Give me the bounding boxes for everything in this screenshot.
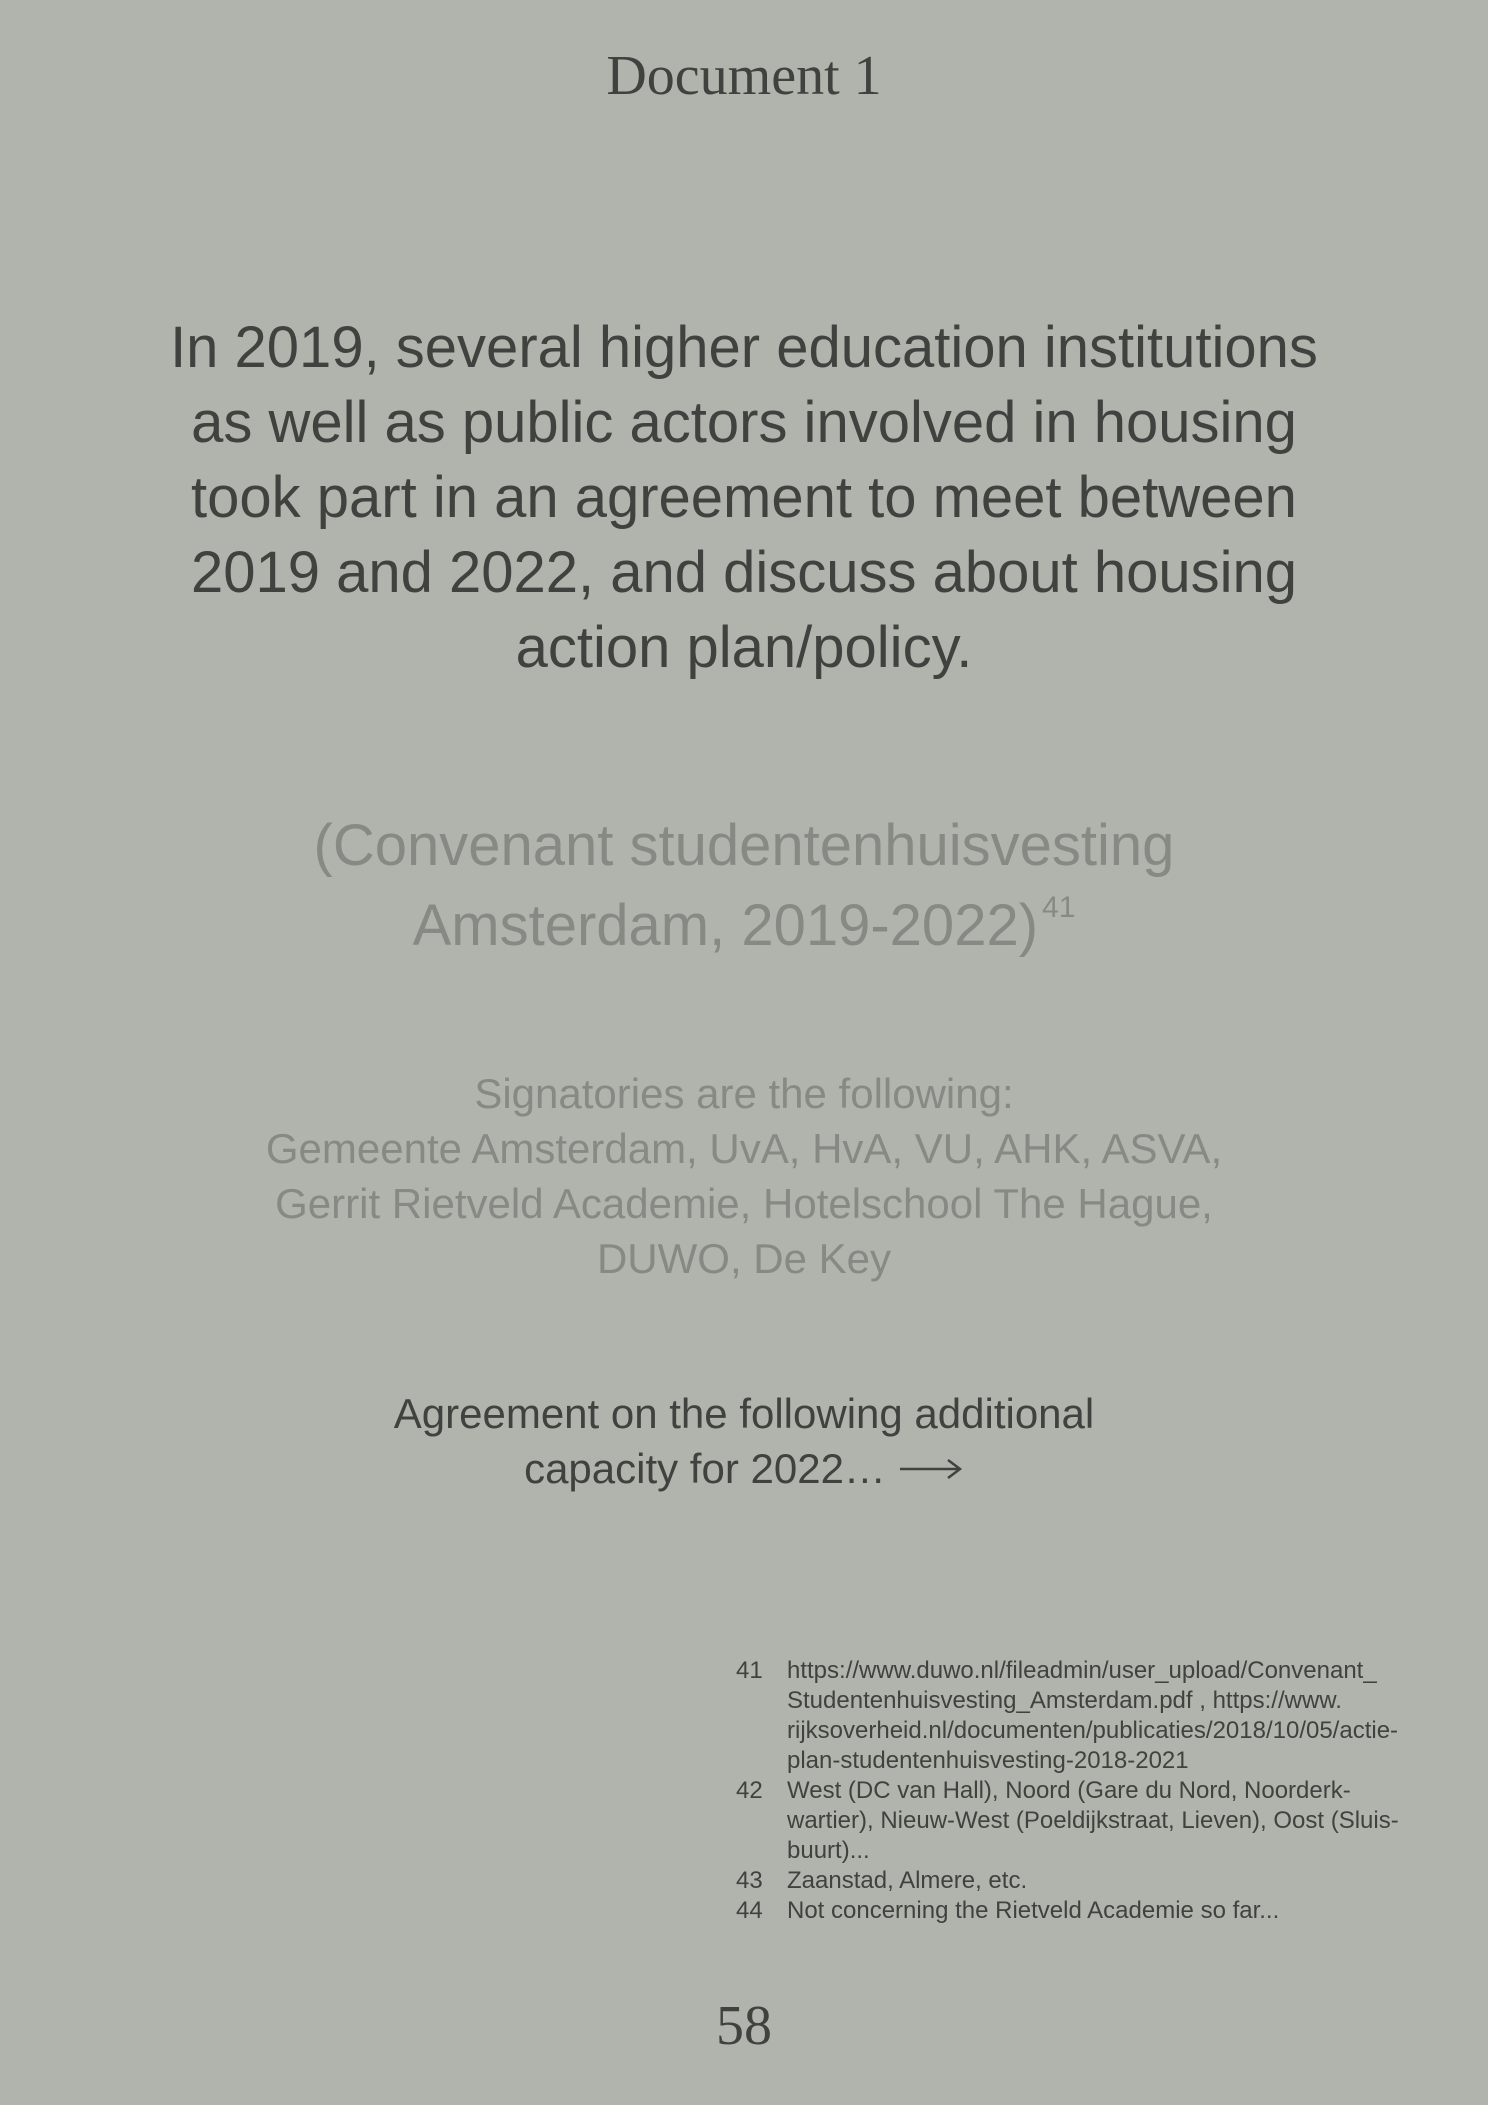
citation-line [144,886,1344,966]
footnote-44 [736,1896,1436,1926]
footnote-reference: 41 [1042,891,1076,924]
lead-line: In 2019, several higher education institutions [170,315,1318,380]
footnote-line: plan-studentenhuisvesting-2018-2021 [787,1747,1189,1774]
citation-line: (Convenant studentenhuisvesting [313,813,1175,878]
lead-line: as well as public actors involved in housing [191,390,1297,455]
citation-line-text: Amsterdam, 2019-2022) [412,893,1039,958]
footnote-text [787,1776,1399,1866]
signatories-line: Gemeente Amsterdam, UvA, HvA, VU, AHK, ASVA, [265,1125,1223,1172]
footnote-43 [736,1866,1436,1896]
footnote-line: Studentenhuisvesting_Amsterdam.pdf , https://www. [787,1687,1342,1714]
agreement-teaser [344,1386,1144,1496]
footnote-number: 43 [736,1867,763,1894]
footnote-41 [736,1656,1436,1776]
footnote-line: https://www.duwo.nl/fileadmin/user_upload/Convenant_ [787,1657,1377,1684]
signatories-heading: Signatories are the following: [474,1070,1014,1117]
footnote-text [787,1866,1027,1896]
footnote-line: rijksoverheid.nl/documenten/publicaties/2018/10/05/actie- [787,1717,1399,1744]
signatories-line: Gerrit Rietveld Academie, Hotelschool The Hague, [275,1180,1213,1227]
lead-line: took part in an agreement to meet between [191,465,1297,530]
lead-paragraph [124,310,1364,685]
agreement-line [344,1441,1144,1496]
footnote-text [787,1896,1279,1926]
source-citation [144,806,1344,966]
footnote-number: 44 [736,1897,763,1924]
footnote-line: Zaanstad, Almere, etc. [787,1867,1028,1894]
footnote-line: wartier), Nieuw-West (Poeldijkstraat, Lieven), Oost (Sluis- [787,1807,1399,1834]
document-title: Document 1 [606,45,882,107]
footnote-42 [736,1776,1436,1866]
footnote-line: buurt)... [787,1837,870,1864]
agreement-line: Agreement on the following additional [393,1390,1095,1437]
page-number: 58 [716,1995,772,2057]
lead-line: action plan/policy. [515,615,973,680]
footnote-text [787,1656,1398,1776]
arrow-right-icon [898,1457,964,1481]
footnote-number: 42 [736,1777,763,1804]
signatories-line: DUWO, De Key [596,1235,892,1282]
footnote-line: Not concerning the Rietveld Academie so far... [787,1897,1280,1924]
footnotes [736,1656,1436,1926]
footnote-line: West (DC van Hall), Noord (Gare du Nord, Noorderk- [787,1777,1351,1804]
lead-line: 2019 and 2022, and discuss about housing [190,540,1298,605]
agreement-line-text: capacity for 2022… [524,1445,886,1492]
footnote-number: 41 [736,1657,763,1684]
signatories-list [144,1066,1344,1286]
